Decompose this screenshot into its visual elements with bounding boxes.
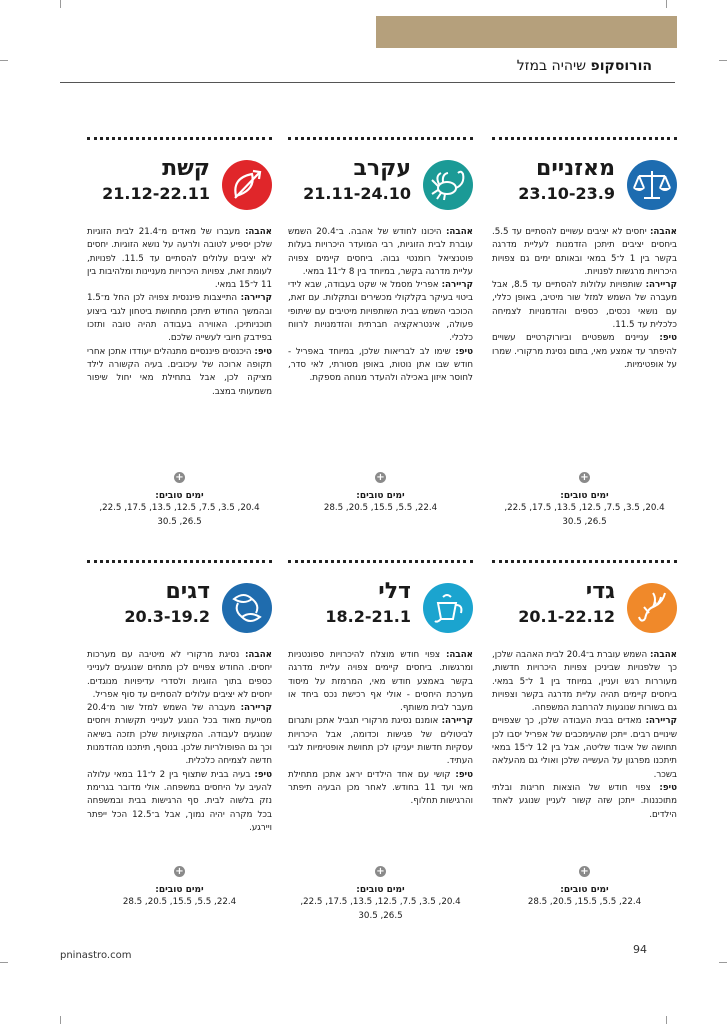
- plus-icon: +: [580, 472, 589, 483]
- page-title-bold: הורוסקופ: [590, 58, 652, 74]
- tip-label: טיפ:: [455, 769, 473, 780]
- plus-icon: +: [376, 472, 385, 483]
- fish-icon: [222, 583, 272, 633]
- tip-text: בעיה בבית שתצוף בין 2 ל־11 במאי עלולה להעיב על היחסים במשפחה. אולי מדובר בגרימת נזק בלשוה לבית. סף הרגישות בבית ובמשפחה בכל מקרה יהיה נמוך, אבל ב־12.5 הכל ייפתר ויירגע.: [87, 769, 273, 833]
- career-label: קריירה:: [645, 280, 677, 291]
- love-label: אהבה:: [244, 227, 272, 237]
- good-days-label: ימים טובים:: [356, 491, 405, 501]
- tip-text: עניינים משפטיים וביורוקרטיים עשויים להיפתר עד אמצע מאי, בתום נסיגת מרקורי. שמרו על אופטימיות.: [492, 333, 677, 370]
- good-days-label: ימים טובים:: [560, 491, 609, 501]
- crop-mark: [666, 0, 667, 8]
- tip-label: טיפ:: [254, 769, 273, 780]
- good-days-label: ימים טובים:: [560, 885, 609, 895]
- sign-header: [492, 579, 677, 645]
- sign-dates: 21.11-24.10: [303, 184, 411, 203]
- love-text: היכונו לחודש של אהבה. ב־20.4 השמש עוברת לבית הזוגיות, רבי המועדר היכרויות בעלות פוטנציאל רומנטי גבוה. ביחסים קיימים צפויה עליית מדרגה בקשר, במיוחד בין 8 ל־11 במאי.: [288, 227, 473, 277]
- sign-name: עקרב: [353, 156, 411, 181]
- career-label: קריירה:: [240, 293, 272, 304]
- sign-dates: 21.12-22.11: [102, 184, 210, 203]
- page-title: [517, 58, 652, 74]
- dotted-divider: [492, 137, 677, 142]
- sign-name: דגים: [165, 579, 210, 604]
- sign-text: [87, 226, 272, 399]
- dotted-divider: [492, 560, 677, 565]
- dotted-divider: [288, 137, 473, 142]
- love-text: נסיגת מרקורי לא מיטיבה עם מערכות יחסים. החודש צפויים לכן מתחים שנוגעים לענייני כספים בתוך הזוגיות ולסדרי עדיפויות מנוגדים. יחסים לא יציבים עלולים להסתיים עד סוף אפריל.: [87, 650, 272, 700]
- sign-text: [492, 649, 677, 822]
- good-days-label: ימים טובים:: [356, 885, 405, 895]
- crop-mark: [60, 0, 61, 8]
- tip-text: היכנסים פיננסיים מתנהלים יעודדו אתכן אחרי תקופה ארוכה של עיכובים. בעיה הקשורה לילד מציקה לכן, אבל בתחילת מאי יחול שיפור משמעותי במצב.: [87, 346, 272, 397]
- footer-website: pninastro.com: [60, 950, 132, 961]
- career-label: קריירה:: [240, 703, 272, 714]
- love-label: אהבה:: [445, 227, 473, 237]
- sign-header: [288, 579, 473, 645]
- love-label: אהבה:: [445, 650, 473, 660]
- career-label: קריירה:: [645, 716, 677, 727]
- good-days-libra: [492, 472, 677, 529]
- career-label: קריירה:: [441, 716, 473, 727]
- career-text: שותפויות עלולות להסתיים עד 8.5, אבל מעברה של השמש למזל שור מיטיב, באופן כללי, עם נושאי נכסים, כספים והזדמנויות לצמיחה כלכלית עד 11.5.: [492, 280, 677, 331]
- crop-mark: [719, 60, 727, 61]
- dotted-divider: [87, 137, 272, 142]
- sign-text: [288, 649, 473, 809]
- tip-label: טיפ:: [455, 346, 473, 357]
- good-days-scorpio: [288, 472, 473, 515]
- good-days-list: 22.4, 5.5, 15.5, 20.5, 28.5: [527, 897, 642, 907]
- sign-dates: 23.10-23.9: [518, 184, 615, 203]
- sign-column-aquarius: [288, 560, 473, 809]
- page-number: 94: [633, 943, 647, 956]
- good-days-aquarius: [288, 866, 473, 923]
- sign-dates: 18.2-21.1: [325, 607, 411, 626]
- sign-column-capricorn: [492, 560, 677, 822]
- love-text: צפוי חודש מוצלח להיכרויות ספונטניות ומרגשות. ביחסים קיימים צפויה עליית מדרגה בקשר באמצע חודש מאי, המרמזת על מיסוד מערכת היחסים - אולי אף רכישת נכס ביחד או מעבר לבית משותף.: [288, 650, 473, 714]
- plus-icon: +: [175, 866, 184, 877]
- love-text: יחסים לא יציבים עשויים להסתיים עד 5.5. ביחסים יציבים תיתכן הזדמנות לעליית מדרגה בקשר בין 1 ל־5 במאי ובאותם ימים גם צפויות היכרויות מרגשות לפנויות.: [492, 227, 677, 277]
- good-days-list: 22.4, 5.5, 15.5, 20.5, 28.5: [323, 503, 438, 513]
- sign-header: [87, 579, 272, 645]
- dotted-divider: [87, 560, 272, 565]
- tip-text: שימו לב לבריאות שלכן, במיוחד באפריל - חודש שבו אתן נוטות, באופן מסורתי, לאי סדר, לחוסר איזון באכילה ולהעדר מנוחה מספקת.: [288, 346, 473, 384]
- sign-column-sagittarius: [87, 137, 272, 399]
- career-text: אומנם נסיגת מרקורי תגביל אתכן ותגרום לביטולים של פגישות וכדומה, אבל היכרויות עסקיות חדשות יעניקו לכן תחושת אופטימיות לגבי העתיד.: [288, 716, 473, 767]
- sign-column-scorpio: [288, 137, 473, 386]
- crop-mark: [719, 962, 727, 963]
- sign-dates: 20.1-22.12: [518, 607, 615, 626]
- plus-icon: +: [580, 866, 589, 877]
- love-text: מעברו של מאדים מ־21.4 לבית הזוגיות שלכן יספיע לטובה ולרעה על נושא הזוגיות. יחסים לא יציבים עלולים להסתיים עד 11.5. לפנויות, לעומת זאת, צפויות היכרויות מעניינות ומלהיבות בין 11 ל־15 במאי.: [87, 227, 272, 291]
- sign-name: קשת: [162, 156, 210, 181]
- goat-icon: [627, 583, 677, 633]
- good-days-list: 20.4, 3.5, 7.5, 12.5, 13.5, 17.5, 22.5, 26.5, 30.5: [300, 897, 461, 921]
- crop-mark: [0, 962, 8, 963]
- tip-text: צפוי חודש של הוצאות חריגות ובלתי מתוכננות. ייתכן שזה קשור לעניין שנוגע לאחד הילדים.: [492, 782, 677, 820]
- header-color-band: [376, 16, 677, 48]
- good-days-label: ימים טובים:: [155, 885, 204, 895]
- water-bearer-icon: [423, 583, 473, 633]
- title-divider: [60, 82, 675, 83]
- scorpion-icon: [423, 160, 473, 210]
- career-text: מעברה של השמש למזל שור מ־20.4 מסייעת מאוד בכל הנוגע לענייני תקשורת ויחסים שנוגעים לעבודה. המקצועיות שלכן תזכה בשיאה וכך גם הפופולריות שלכן. בנוסף, תיתכנו מהזדמנות חדשה לצמיחה כלכלית.: [87, 703, 272, 767]
- sign-text: [87, 649, 272, 835]
- sign-text: [288, 226, 473, 386]
- good-days-list: 22.4, 5.5, 15.5, 20.5, 28.5: [122, 897, 237, 907]
- dotted-divider: [288, 560, 473, 565]
- good-days-label: ימים טובים:: [155, 491, 204, 501]
- scales-icon: [627, 160, 677, 210]
- crop-mark: [666, 1016, 667, 1024]
- good-days-list: 20.4, 3.5, 7.5, 12.5, 13.5, 17.5, 22.5, 26.5, 30.5: [504, 503, 665, 527]
- good-days-sagittarius: [87, 472, 272, 529]
- crop-mark: [0, 60, 8, 61]
- tip-label: טיפ:: [659, 333, 677, 344]
- good-days-pisces: [87, 866, 272, 909]
- career-text: התייצבות פיננסית צפויה לכן החל מ־1.5 ובהמשך החודש תיתכן מתחושת ביטחון לגבי ביצוע תוכניותיכן. האווירה בעבודה תהיה טובה ותזכו בפידבק חיובי לעשייה שלכם.: [87, 293, 272, 344]
- tip-label: טיפ:: [659, 782, 677, 793]
- archer-icon: [222, 160, 272, 210]
- sign-header: [492, 156, 677, 222]
- love-label: אהבה:: [649, 650, 677, 660]
- good-days-capricorn: [492, 866, 677, 909]
- career-text: מאדים בבית העבודה שלכן, כך שצפויים שינויים רבים. ייתכן שהעימכבים של אפריל יסבו לכן תחושה של איבוד שליטה, אבל בין 12 ל־15 במאי תיתכנו מפרגון על העשייה שלכן ואולי גם מהעלאה בשכר.: [492, 716, 677, 780]
- tip-text: קושי עם אחד הילדים יראג אתכן מתחילת מאי ועד 11 בחודש. לאחר מכן הבעיה תיפתר והרגישות תחלוף.: [288, 769, 473, 807]
- love-label: אהבה:: [244, 650, 272, 660]
- page-title-rest: שיהיה במזל: [516, 58, 587, 74]
- tip-label: טיפ:: [254, 346, 272, 357]
- love-text: השמש עוברת ב־20.4 לבית האהבה שלכן, כך שלפנויות שביניכן צפויות היכרויות חדשות, מעוררות רגש ועניין, במיוחד בין 1 ל־5 במאי. ביחסים קיימים תהיה עליית מדרגה בקשר וצפויות גם בשורות שנוגעות להרחבת המשפחה.: [492, 650, 677, 714]
- career-label: קריירה:: [441, 280, 473, 291]
- sign-column-pisces: [87, 560, 272, 835]
- plus-icon: +: [175, 472, 184, 483]
- crop-mark: [60, 1016, 61, 1024]
- sign-name: מאזניים: [536, 156, 615, 181]
- good-days-list: 20.4, 3.5, 7.5, 12.5, 13.5, 17.5, 22.5, 26.5, 30.5: [99, 503, 260, 527]
- sign-name: דלי: [378, 579, 411, 604]
- sign-text: [492, 226, 677, 372]
- sign-dates: 20.3-19.2: [124, 607, 210, 626]
- sign-header: [288, 156, 473, 222]
- sign-name: גדי: [585, 579, 615, 604]
- career-text: אפריל מסמל אי שקט בעבודה, שבא לידי ביטוי בעיקר בקלקולי מכשירים ובתקלות. עם זאת, הכוכבי השמש בבית השותפויות מיטיבים עם שיתופי פעולה, אינטראקציה חברתית והזדמנויות לרווח כלכלי.: [288, 280, 473, 344]
- plus-icon: +: [376, 866, 385, 877]
- sign-header: [87, 156, 272, 222]
- love-label: אהבה:: [649, 227, 677, 237]
- sign-column-libra: [492, 137, 677, 372]
